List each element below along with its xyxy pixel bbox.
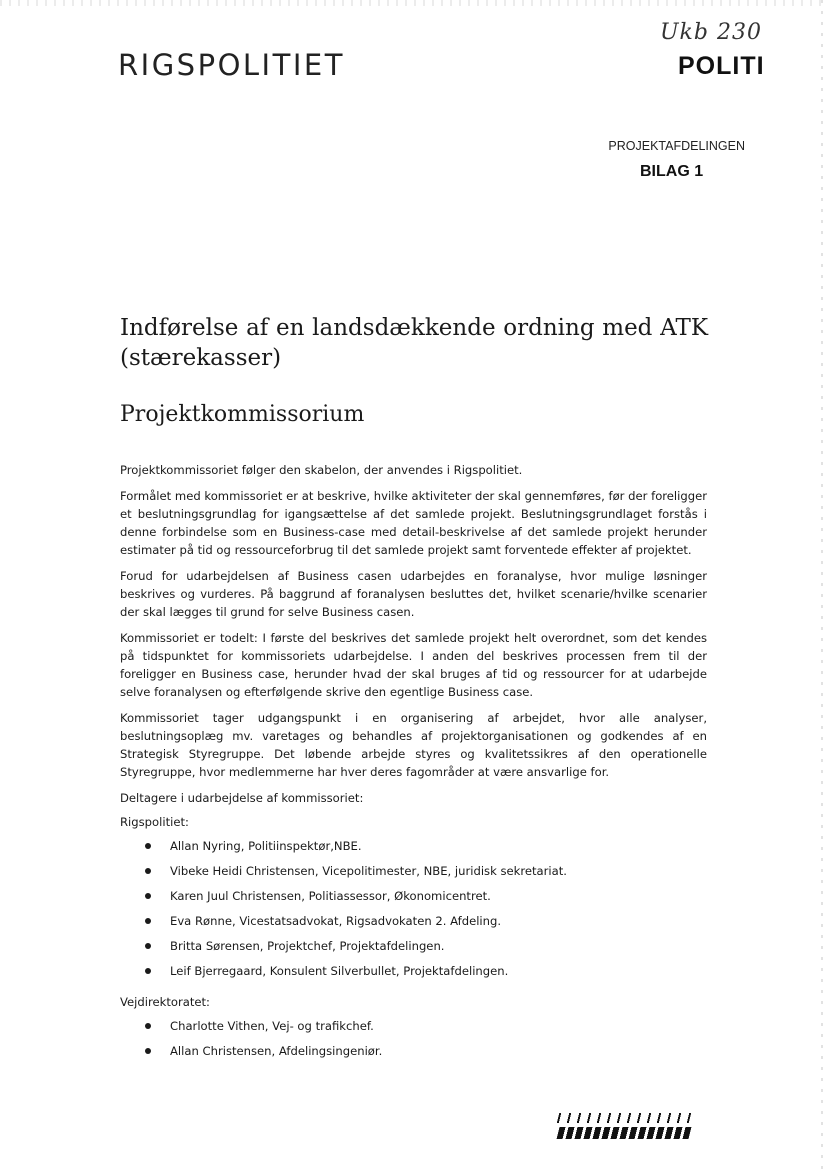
bullet-icon (145, 918, 151, 924)
group-heading: Vejdirektoratet: (120, 995, 210, 1009)
participant-name: Charlotte Vithen, Vej- og trafikchef. (170, 1019, 374, 1033)
barcode-icon (558, 1113, 690, 1141)
bullet-icon (145, 1023, 151, 1029)
bullet-icon (145, 893, 151, 899)
participant-name: Britta Sørensen, Projektchef, Projektafdelingen. (170, 939, 445, 953)
participant-name: Leif Bjerregaard, Konsulent Silverbullet, Projektafdelingen. (170, 964, 509, 978)
scan-edge-artifact-right (821, 0, 823, 1169)
paragraph: Kommissoriet er todelt: I første del beskrives det samlede projekt helt overordnet, som det kendes på tidspunktet for kommissoriets udarbejdelse. I anden del beskrives processen frem til der foreligger en Business case, herunder hvad der skal bruges af tid og ressourcer for at udarbejde selve foranalysen og efterfølgende skrive den egentlige Business case. (120, 631, 707, 699)
paragraph: Projektkommissoriet følger den skabelon, der anvendes i Rigspolitiet. (120, 463, 523, 477)
bullet-icon (145, 1048, 151, 1054)
participant-list (120, 837, 707, 987)
list-item (120, 1017, 707, 1042)
participant-list (120, 1017, 707, 1067)
bullet-icon (145, 968, 151, 974)
list-item (120, 912, 707, 937)
bullet-icon (145, 943, 151, 949)
participant-name: Karen Juul Christensen, Politiassessor, Økonomicentret. (170, 889, 491, 903)
list-item (120, 962, 707, 987)
bullet-icon (145, 868, 151, 874)
participant-name: Vibeke Heidi Christensen, Vicepolitimester, NBE, juridisk sekretariat. (170, 864, 567, 878)
bullet-icon (145, 843, 151, 849)
paragraph: Formålet med kommissoriet er at beskrive, hvilke aktiviteter der skal gennemføres, før der foreligger et beslutningsgrundlag for igangsættelse af det samlede projekt. Beslutningsgrundlaget forstås i denne forbindelse som en Business-case med detail-beskrivelse af det samlede projekt herunder estimater på tid og ressourceforbrug til det samlede projekt samt forventede effekter af projektet. (120, 489, 707, 557)
list-item (120, 1042, 707, 1067)
participant-name: Allan Nyring, Politiinspektør,NBE. (170, 839, 362, 853)
participant-name: Eva Rønne, Vicestatsadvokat, Rigsadvokaten 2. Afdeling. (170, 914, 502, 928)
list-item (120, 862, 707, 887)
list-item (120, 837, 707, 862)
organization-name: RIGSPOLITIET (118, 48, 345, 82)
list-item (120, 937, 707, 962)
document-body (120, 461, 707, 1073)
politi-logo: POLITI (678, 52, 765, 80)
scan-edge-artifact (0, 0, 827, 6)
handwritten-note: Ukb 230 (660, 20, 762, 45)
annex-label: BILAG 1 (640, 163, 704, 180)
participants-intro: Deltagere i udarbejdelse af kommissoriet: (120, 791, 364, 805)
barcode-row (557, 1127, 692, 1139)
department-label: PROJEKTAFDELINGEN (608, 139, 745, 153)
list-item (120, 887, 707, 912)
barcode-row (557, 1113, 691, 1123)
participant-name: Allan Christensen, Afdelingsingeniør. (170, 1044, 383, 1058)
paragraph: Forud for udarbejdelsen af Business casen udarbejdes en foranalyse, hvor mulige løsninger beskrives og vurderes. På baggrund af foranalysen besluttes det, hvilket scenarie/hvilke scenarier der skal lægges til grund for selve Business casen. (120, 569, 707, 619)
paragraph: Kommissoriet tager udgangspunkt i en organisering af arbejdet, hvor alle analyser, beslutningsoplæg mv. varetages og behandles af projektorganisationen og godkendes af en Strategisk Styregruppe. Det løbende arbejde styres og kvalitetssikres af den operationelle Styregruppe, hvor medlemmerne har hver deres fagområder at være ansvarlige for. (120, 711, 707, 779)
group-heading: Rigspolitiet: (120, 815, 189, 829)
document-subtitle: Projektkommissorium (120, 402, 365, 427)
document-title: Indførelse af en landsdækkende ordning med ATK (stærekasser) (120, 315, 708, 371)
